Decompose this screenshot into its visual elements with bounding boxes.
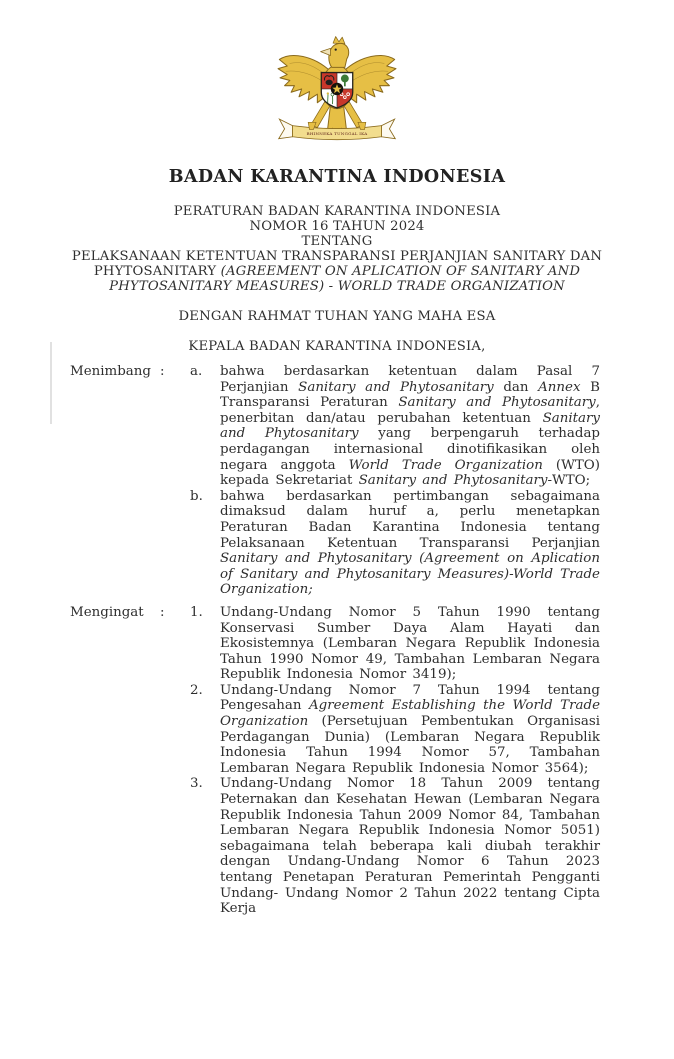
list-item (190, 364, 600, 489)
item-text: Undang-Undang Nomor 18 Tahun 2009 tentang Peternakan dan Kesehatan Hewan (Lembaran Negara Republik Indonesia Tahun 2009 Nomor 84, Tambahan Lembaran Negara Republik Indonesia Nomor 5051) sebagaimana telah beberapa kali diubah terakhir dengan Undang-Undang Nomor 6 Tahun 2023 tentang Penetapan Peraturan Pemerintah Pengganti Undang- Undang Nomor 2 Tahun 2022 tentang Cipta Kerja (220, 776, 600, 917)
mengingat-items (190, 605, 600, 917)
scan-artifact-line (50, 342, 52, 424)
agency-title: BADAN KARANTINA INDONESIA (168, 167, 506, 187)
about-label: TENTANG (301, 233, 373, 249)
list-item (190, 489, 600, 598)
item-marker: b. (190, 488, 203, 504)
mengingat-section (70, 605, 600, 917)
regulation-heading (38, 205, 636, 294)
item-marker: 1. (190, 604, 203, 620)
regulation-number: NOMOR 16 TAHUN 2024 (249, 218, 425, 234)
garuda-pancasila-emblem (272, 33, 403, 162)
menimbang-label: Menimbang (70, 364, 151, 379)
beak-icon (321, 48, 331, 55)
crest-icon (333, 37, 345, 44)
item-marker: 3. (190, 776, 203, 792)
mengingat-colon: : (160, 604, 165, 620)
garuda-pancasila-icon (272, 33, 403, 158)
regulation-title: PERATURAN BADAN KARANTINA INDONESIA (173, 204, 501, 219)
item-text: bahwa berdasarkan ketentuan dalam Pasal 7 Perjanjian Sanitary and Phytosanitary dan Annex B Transparansi Peraturan Sanitary and Phytosanitary, penerbitan dan/atau perubahan ketentuan Sanitary and Phytosanitary yang berpengaruh terhadap perdagangan internasional dinotifikasikan oleh negara anggota World Trade Organization (WTO) kepada Sekretariat Sanitary and Phytosanitary-WTO; (220, 364, 601, 489)
item-text: Undang-Undang Nomor 5 Tahun 1990 tentang Konservasi Sumber Daya Alam Hayati dan Ekosistemnya (Lembaran Negara Republik Indonesia Tahun 1990 Nomor 49, Tambahan Lembaran Negara Republik Indonesia Nomor 3419); (220, 604, 600, 683)
mengingat-label: Mengingat (70, 604, 144, 620)
regulation-subject: PELAKSANAAN KETENTUAN TRANSPARANSI PERJANJIAN SANITARY DAN PHYTOSANITARY (AGREEMENT ON APLICATION OF SANITARY AND PHYTOSANITARY MEASURES) - WORLD TRADE ORGANIZATION (71, 248, 603, 294)
item-text: bahwa berdasarkan pertimbangan sebagaimana dimaksud dalam huruf a, perlu menetapkan Peraturan Badan Karantina Indonesia tentang Pelaksanaan Ketentuan Transparansi Perjanjian Sanitary and Phytosanitary (Agreement on Aplication of Sanitary and Phytosanitary Measures)-World Trade Organization; (220, 488, 600, 598)
motto-text: BHINNEKA TUNGGAL IKA (306, 131, 368, 137)
menimbang-items (190, 364, 600, 598)
eye-icon (335, 49, 337, 51)
list-item (190, 683, 600, 777)
clauses-block (70, 364, 600, 917)
menimbang-colon: : (160, 364, 165, 379)
issuer-line: KEPALA BADAN KARANTINA INDONESIA, (188, 339, 486, 354)
item-text: Undang-Undang Nomor 7 Tahun 1994 tentang Pengesahan Agreement Establishing the World Trade Organization (Persetujuan Pembentukan Organisasi Perdagangan Dunia) (Lembaran Negara Republik Indonesia Tahun 1994 Nomor 57, Tambahan Lembaran Negara Republik Indonesia Nomor 3564); (220, 682, 600, 776)
item-marker: 2. (190, 682, 203, 698)
pancasila-shield (321, 73, 352, 108)
menimbang-section (70, 364, 600, 598)
invocation-line: DENGAN RAHMAT TUHAN YANG MAHA ESA (178, 309, 496, 324)
list-item (190, 776, 600, 916)
head (329, 43, 349, 67)
list-item (190, 605, 600, 683)
item-marker: a. (190, 364, 203, 379)
